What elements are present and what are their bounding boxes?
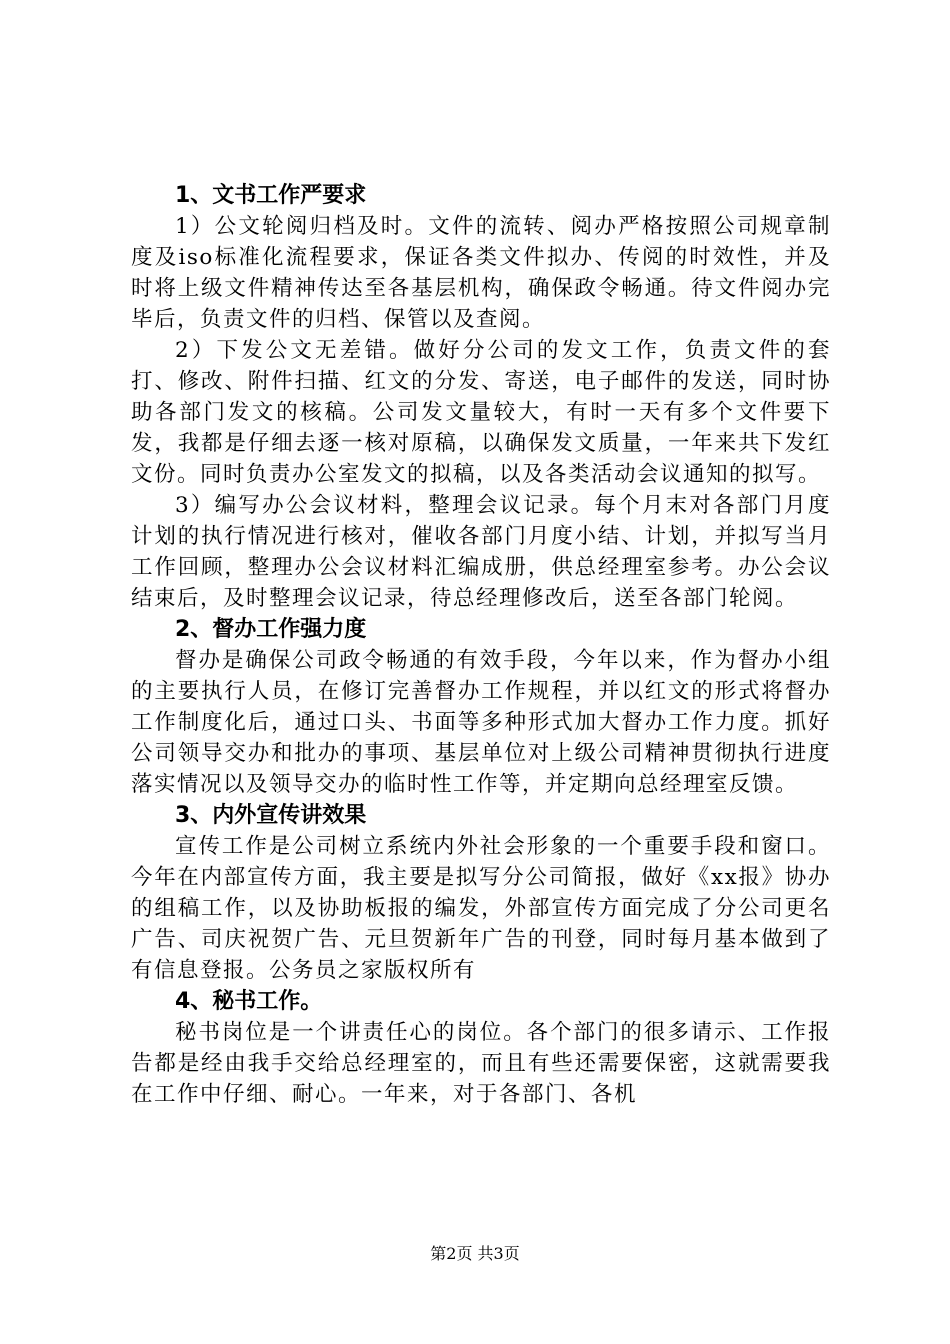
section-1-heading: 1、文书工作严要求 bbox=[175, 183, 367, 208]
section-3-heading: 3、内外宣传讲效果 bbox=[175, 803, 367, 828]
section-1-item-2: 2）下发公文无差错。做好分公司的发文工作，负责文件的套打、修改、附件扫描、红文的分发、寄送，电子邮件的发送，同时协助各部门发文的核稿。公司发文量较大，有时一天有多个文件要下发，我都是仔细去逐一核对原稿，以确保发文质量，一年来共下发红文份。同时负责办公室发文的拟稿，以及各类活动会议通知的拟写。 bbox=[131, 338, 831, 487]
section-4-heading: 4、秘书工作。 bbox=[175, 989, 323, 1014]
section-1-item-3: 3）编写办公会议材料，整理会议记录。每个月末对各部门月度计划的执行情况进行核对，催收各部门月度小结、计划，并拟写当月工作回顾，整理办公会议材料汇编成册，供总经理室参考。办公会议结束后，及时整理会议记录，待总经理修改后，送至各部门轮阅。 bbox=[131, 493, 831, 611]
section-2-heading: 2、督办工作强力度 bbox=[175, 617, 367, 642]
document-body bbox=[131, 180, 831, 1110]
page-number-footer: 第2页 共3页 bbox=[430, 1244, 520, 1263]
section-3-paragraph: 宣传工作是公司树立系统内外社会形象的一个重要手段和窗口。今年在内部宣传方面，我主要是拟写分公司简报，做好《xx报》协办的组稿工作，以及协助板报的编发，外部宣传方面完成了分公司更名广告、司庆祝贺广告、元旦贺新年广告的刊登，同时每月基本做到了有信息登报。公务员之家版权所有 bbox=[131, 834, 831, 983]
section-4-paragraph: 秘书岗位是一个讲责任心的岗位。各个部门的很多请示、工作报告都是经由我手交给总经理室的，而且有些还需要保密，这就需要我在工作中仔细、耐心。一年来，对于各部门、各机 bbox=[131, 1020, 831, 1107]
section-2-paragraph: 督办是确保公司政令畅通的有效手段，今年以来，作为督办小组的主要执行人员，在修订完善督办工作规程，并以红文的形式将督办工作制度化后，通过口头、书面等多种形式加大督办工作力度。抓好公司领导交办和批办的事项、基层单位对上级公司精神贯彻执行进度落实情况以及领导交办的临时性工作等，并定期向总经理室反馈。 bbox=[131, 648, 831, 797]
section-1-item-1: 1）公文轮阅归档及时。文件的流转、阅办严格按照公司规章制度及iso标准化流程要求，保证各类文件拟办、传阅的时效性，并及时将上级文件精神传达至各基层机构，确保政令畅通。待文件阅办完毕后，负责文件的归档、保管以及查阅。 bbox=[131, 214, 831, 332]
